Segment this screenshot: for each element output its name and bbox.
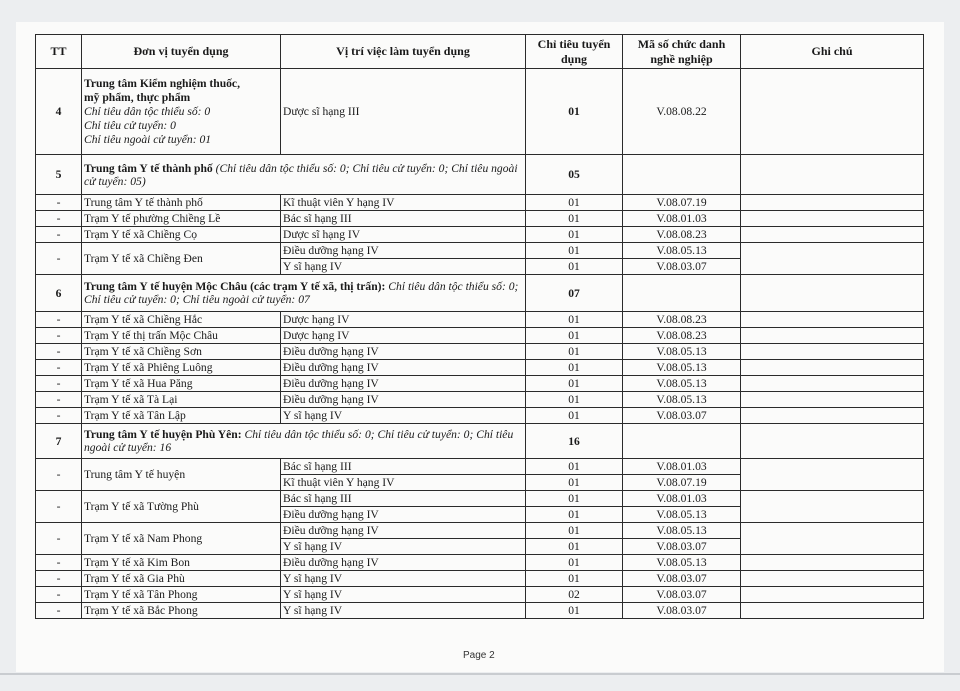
quota-cell: 01 — [526, 507, 623, 523]
position-cell: Bác sĩ hạng III — [281, 459, 526, 475]
quota-cell: 01 — [526, 571, 623, 587]
note-cell — [741, 555, 924, 571]
note-cell — [741, 275, 924, 312]
unit-cell: Trung tâm Y tế thành phố — [82, 195, 281, 211]
quota-cell: 01 — [526, 243, 623, 259]
unit-cell: Trạm Y tế xã Tân Phong — [82, 587, 281, 603]
group-title — [82, 424, 526, 459]
code-cell: V.08.03.07 — [623, 587, 741, 603]
note-cell — [741, 69, 924, 155]
tt-cell: - — [36, 587, 82, 603]
position-cell: Y sĩ hạng IV — [281, 571, 526, 587]
quota-cell: 02 — [526, 587, 623, 603]
position-cell: Kĩ thuật viên Y hạng IV — [281, 195, 526, 211]
unit-cell: Trạm Y tế xã Chiềng Hắc — [82, 312, 281, 328]
position-cell: Điều dưỡng hạng IV — [281, 555, 526, 571]
note-cell — [741, 491, 924, 523]
note-cell — [741, 603, 924, 619]
note-cell — [741, 328, 924, 344]
table-row — [36, 571, 924, 587]
position-cell: Dược sĩ hạng III — [281, 69, 526, 155]
table-row — [36, 211, 924, 227]
group-name: Trung tâm Y tế huyện Phù Yên: — [84, 428, 242, 441]
group-row-4 — [36, 69, 924, 155]
tt-cell: - — [36, 312, 82, 328]
group-sub-line: Chỉ tiêu dân tộc thiểu số: 0 — [84, 104, 211, 118]
table-row — [36, 523, 924, 539]
code-cell: V.08.05.13 — [623, 376, 741, 392]
group-tt: 4 — [36, 69, 82, 155]
table-row — [36, 392, 924, 408]
note-cell — [741, 227, 924, 243]
document-page — [16, 22, 944, 672]
table-row — [36, 408, 924, 424]
tt-cell: - — [36, 211, 82, 227]
note-cell — [741, 312, 924, 328]
quota-cell: 01 — [526, 523, 623, 539]
group-title — [82, 275, 526, 312]
position-cell: Dược sĩ hạng IV — [281, 227, 526, 243]
group-row-5 — [36, 155, 924, 195]
code-cell: V.08.03.07 — [623, 539, 741, 555]
quota-cell: 01 — [526, 603, 623, 619]
code-cell — [623, 155, 741, 195]
quota-cell: 16 — [526, 424, 623, 459]
position-cell: Điều dưỡng hạng IV — [281, 360, 526, 376]
tt-cell: - — [36, 603, 82, 619]
tt-cell: - — [36, 344, 82, 360]
position-cell: Y sĩ hạng IV — [281, 259, 526, 275]
quota-cell: 01 — [526, 259, 623, 275]
code-cell: V.08.03.07 — [623, 408, 741, 424]
code-cell: V.08.03.07 — [623, 603, 741, 619]
tt-cell: - — [36, 328, 82, 344]
note-cell — [741, 155, 924, 195]
code-cell: V.08.03.07 — [623, 259, 741, 275]
tt-cell: - — [36, 227, 82, 243]
position-cell: Kĩ thuật viên Y hạng IV — [281, 475, 526, 491]
quota-cell: 01 — [526, 376, 623, 392]
code-cell — [623, 275, 741, 312]
position-cell: Điều dưỡng hạng IV — [281, 344, 526, 360]
group-sub: (Chỉ tiêu dân tộc thiểu số: 0; Chỉ tiêu cử tuyển: 0; Chỉ tiêu ngoài cử tuyển: 05) — [84, 161, 518, 188]
group-sub-line: Chỉ tiêu cử tuyển: 0 — [84, 118, 176, 132]
unit-cell: Trạm Y tế xã Hua Păng — [82, 376, 281, 392]
note-cell — [741, 587, 924, 603]
note-cell — [741, 424, 924, 459]
position-cell: Điều dưỡng hạng IV — [281, 507, 526, 523]
unit-cell: Trạm Y tế xã Tân Lập — [82, 408, 281, 424]
unit-cell: Trạm Y tế xã Phiêng Luông — [82, 360, 281, 376]
group-name-line: Trung tâm Kiểm nghiệm thuốc, — [84, 76, 240, 90]
tt-cell: - — [36, 195, 82, 211]
quota-cell: 07 — [526, 275, 623, 312]
code-cell: V.08.08.23 — [623, 312, 741, 328]
note-cell — [741, 523, 924, 555]
code-cell: V.08.03.07 — [623, 571, 741, 587]
tt-cell: - — [36, 459, 82, 491]
code-cell: V.08.05.13 — [623, 392, 741, 408]
table-row — [36, 312, 924, 328]
group-tt: 7 — [36, 424, 82, 459]
group-sub: Chỉ tiêu dân tộc thiểu số: 0; Chỉ tiêu cử tuyển: 0; Chỉ tiêu ngoài cử tuyển: 16 — [84, 428, 514, 454]
table-row — [36, 603, 924, 619]
tt-cell: - — [36, 243, 82, 275]
group-tt: 5 — [36, 155, 82, 195]
note-cell — [741, 195, 924, 211]
header-code: Mã số chức danh nghề nghiệp — [623, 35, 741, 69]
position-cell: Bác sĩ hạng III — [281, 491, 526, 507]
unit-cell: Trạm Y tế xã Tà Lại — [82, 392, 281, 408]
tt-cell: - — [36, 392, 82, 408]
table-row — [36, 376, 924, 392]
quota-cell: 01 — [526, 195, 623, 211]
position-cell: Dược hạng IV — [281, 312, 526, 328]
group-row-7 — [36, 424, 924, 459]
note-cell — [741, 211, 924, 227]
header-position: Vị trí việc làm tuyển dụng — [281, 35, 526, 69]
group-sub: Chỉ tiêu dân tộc thiểu số: 0; Chỉ tiêu cử tuyển: 0; Chỉ tiêu ngoài cử tuyển: 07 — [84, 280, 519, 306]
code-cell: V.08.08.22 — [623, 69, 741, 155]
unit-cell: Trạm Y tế xã Chiềng Cọ — [82, 227, 281, 243]
header-quota: Chỉ tiêu tuyển dụng — [526, 35, 623, 69]
header-note: Ghi chú — [741, 35, 924, 69]
code-cell — [623, 424, 741, 459]
header-row — [36, 35, 924, 69]
recruitment-table — [35, 34, 924, 619]
page-number: Page 2 — [463, 650, 495, 661]
code-cell: V.08.05.13 — [623, 507, 741, 523]
note-cell — [741, 360, 924, 376]
tt-cell: - — [36, 523, 82, 555]
header-tt: TT — [36, 35, 82, 69]
group-name: Trung tâm Y tế huyện Mộc Châu (các trạm Y tế xã, thị trấn): — [84, 280, 386, 293]
code-cell: V.08.07.19 — [623, 475, 741, 491]
quota-cell: 01 — [526, 227, 623, 243]
unit-cell: Trạm Y tế xã Gia Phù — [82, 571, 281, 587]
unit-cell: Trạm Y tế xã Tường Phù — [82, 491, 281, 523]
note-cell — [741, 243, 924, 275]
table-row — [36, 344, 924, 360]
quota-cell: 01 — [526, 328, 623, 344]
quota-cell: 01 — [526, 211, 623, 227]
group-title — [82, 155, 526, 195]
position-cell: Điều dưỡng hạng IV — [281, 243, 526, 259]
quota-cell: 01 — [526, 312, 623, 328]
tt-cell: - — [36, 555, 82, 571]
quota-cell: 01 — [526, 69, 623, 155]
unit-cell: Trạm Y tế xã Kim Bon — [82, 555, 281, 571]
quota-cell: 01 — [526, 475, 623, 491]
tt-cell: - — [36, 408, 82, 424]
note-cell — [741, 344, 924, 360]
code-cell: V.08.08.23 — [623, 227, 741, 243]
position-cell: Y sĩ hạng IV — [281, 603, 526, 619]
table-row — [36, 491, 924, 507]
code-cell: V.08.05.13 — [623, 360, 741, 376]
tt-cell: - — [36, 571, 82, 587]
code-cell: V.08.07.19 — [623, 195, 741, 211]
table-row — [36, 360, 924, 376]
group-unit — [82, 69, 281, 155]
unit-cell: Trạm Y tế phường Chiềng Lề — [82, 211, 281, 227]
note-cell — [741, 571, 924, 587]
table-row — [36, 459, 924, 475]
unit-cell: Trạm Y tế xã Chiềng Sơn — [82, 344, 281, 360]
table-row — [36, 555, 924, 571]
position-cell: Y sĩ hạng IV — [281, 587, 526, 603]
quota-cell: 01 — [526, 491, 623, 507]
tt-cell: - — [36, 376, 82, 392]
note-cell — [741, 376, 924, 392]
code-cell: V.08.01.03 — [623, 491, 741, 507]
group-sub-line: Chỉ tiêu ngoài cử tuyển: 01 — [84, 132, 212, 146]
note-cell — [741, 408, 924, 424]
code-cell: V.08.05.13 — [623, 555, 741, 571]
tt-cell: - — [36, 360, 82, 376]
group-name: Trung tâm Y tế thành phố — [84, 161, 213, 175]
quota-cell: 01 — [526, 392, 623, 408]
quota-cell: 01 — [526, 555, 623, 571]
unit-cell: Trạm Y tế thị trấn Mộc Châu — [82, 328, 281, 344]
position-cell: Điều dưỡng hạng IV — [281, 376, 526, 392]
table-row — [36, 328, 924, 344]
group-row-6 — [36, 275, 924, 312]
position-cell: Bác sĩ hạng III — [281, 211, 526, 227]
quota-cell: 01 — [526, 344, 623, 360]
unit-cell: Trạm Y tế xã Bắc Phong — [82, 603, 281, 619]
position-cell: Dược hạng IV — [281, 328, 526, 344]
table-row — [36, 587, 924, 603]
group-tt: 6 — [36, 275, 82, 312]
code-cell: V.08.01.03 — [623, 211, 741, 227]
table-row — [36, 195, 924, 211]
quota-cell: 01 — [526, 539, 623, 555]
code-cell: V.08.05.13 — [623, 523, 741, 539]
quota-cell: 01 — [526, 360, 623, 376]
code-cell: V.08.08.23 — [623, 328, 741, 344]
tt-cell: - — [36, 491, 82, 523]
position-cell: Y sĩ hạng IV — [281, 408, 526, 424]
code-cell: V.08.01.03 — [623, 459, 741, 475]
quota-cell: 05 — [526, 155, 623, 195]
code-cell: V.08.05.13 — [623, 243, 741, 259]
unit-cell: Trạm Y tế xã Nam Phong — [82, 523, 281, 555]
note-cell — [741, 459, 924, 491]
position-cell: Điều dưỡng hạng IV — [281, 392, 526, 408]
table-row — [36, 243, 924, 259]
unit-cell: Trạm Y tế xã Chiềng Đen — [82, 243, 281, 275]
unit-cell: Trung tâm Y tế huyện — [82, 459, 281, 491]
note-cell — [741, 392, 924, 408]
code-cell: V.08.05.13 — [623, 344, 741, 360]
quota-cell: 01 — [526, 408, 623, 424]
header-unit: Đơn vị tuyển dụng — [82, 35, 281, 69]
table-row — [36, 227, 924, 243]
group-name-line: mỹ phẩm, thực phẩm — [84, 90, 191, 104]
bottom-divider — [0, 673, 960, 675]
position-cell: Điều dưỡng hạng IV — [281, 523, 526, 539]
quota-cell: 01 — [526, 459, 623, 475]
position-cell: Y sĩ hạng IV — [281, 539, 526, 555]
